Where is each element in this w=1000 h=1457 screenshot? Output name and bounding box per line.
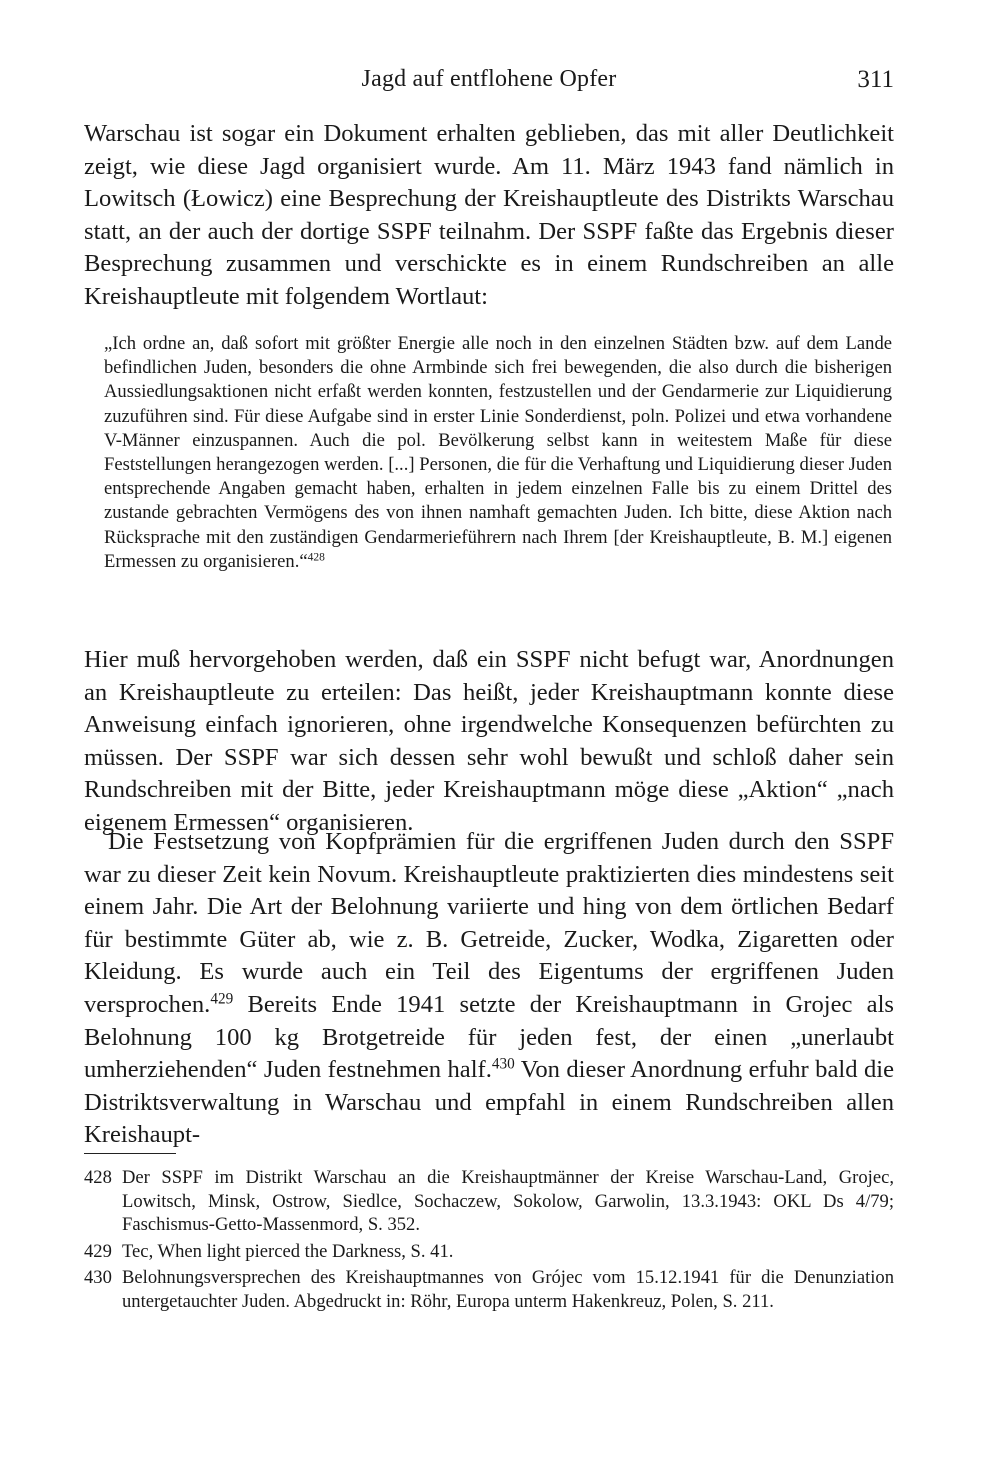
footnote-ref-430: 430 xyxy=(491,1055,515,1073)
page-header xyxy=(84,66,894,106)
quote-text: „Ich ordne an, daß sofort mit größter Energie alle noch in den einzelnen Städten bzw. auf dem Lande befindlichen Juden, besonders die ohne Armbinde sich frei bewegenden, die also durch die bisherigen Aussiedlungsaktionen nicht erfaßt werden konnten, festzustellen und der Gendarmerie zur Liquidierung zuzuführen sind. Für diese Aufgabe sind in erster Linie Sonderdienst, poln. Polizei und etwa vorhandene V-Männer einzuspannen. Auch die pol. Bevölkerung selbst kann in weitestem Maße für diese Feststellungen herangezogen werden. [...] Personen, die für die Verhaftung und Liquidierung dieser Juden entsprechende Angaben gemacht haben, erhalten in jedem einzelnen Falle bis zu einem Drittel des zustande gebrachten Vermögens des von ihnen namhaft gemachten Juden. Ich bitte, diese Aktion nach Rücksprache mit den zuständigen Gendarmerieführern nach Ihrem [der Kreishauptleute, B. M.] eigenen Ermessen zu organisieren.“ xyxy=(104,333,892,572)
body-paragraph-1: Warschau ist sogar ein Dokument erhalten geblieben, das mit aller Deutlichkeit zeigt, wie diese Jagd organisiert wurde. Am 11. März 1943 fand nämlich in Lowitsch (Łowicz) eine Besprechung der Kreishauptleute des Distrikts Warschau statt, an der auch der dortige SSPF teilnahm. Der SSPF faßte das Ergebnis dieser Besprechung zusammen und verschickte es in einem Rundschreiben an alle Kreishauptleute mit folgendem Wortlaut: xyxy=(84,120,894,310)
paragraph-3-part-b: Bereits Ende 1941 setzte der Kreishauptmann in Grojec als Belohnung 100 kg Brotgetreide für jeden fest, der einen „unerlaubt umherziehenden“ Juden festnehmen half. xyxy=(84,990,894,1084)
footnote-number: 430 xyxy=(84,1267,112,1289)
footnote-430 xyxy=(84,1266,894,1313)
footnote-text: Tec, When light pierced the Darkness, S. 41. xyxy=(122,1240,454,1262)
footnote-number: 428 xyxy=(84,1167,112,1188)
page-number: 311 xyxy=(857,66,894,93)
body-paragraph-2: Hier muß hervorgehoben werden, daß ein SSPF nicht befugt war, Anordnungen an Kreishauptleute zu erteilen: Das heißt, jeder Kreishauptmann konnte diese Anweisung einfach ignorieren, ohne irgendwelche Konsequenzen befürchten zu müssen. Der SSPF war sich dessen sehr wohl bewußt und schloß daher sein Rundschreiben mit der Bitte, jeder Kreishauptmann möge diese „Aktion“ „nach eigenem Ermessen“ organisieren. xyxy=(84,646,894,836)
footnote-divider xyxy=(84,1153,176,1154)
footnote-text: Belohnungsversprechen des Kreishauptmannes von Grójec vom 15.12.1941 für die Denunziation untergetauchter Juden. Abgedruckt in: Röhr, Europa unterm Hakenkreuz, Polen, S. 211. xyxy=(122,1267,894,1312)
footnote-428 xyxy=(84,1166,894,1237)
footnote-429 xyxy=(84,1240,894,1264)
footnote-ref-428: 428 xyxy=(307,551,325,564)
footnote-ref-429: 429 xyxy=(210,990,234,1008)
paragraph-3-part-a: Die Festsetzung von Kopfprämien für die ergriffenen Juden durch den SSPF war zu dieser Zeit kein Novum. Kreishauptleute praktizierten dies mindestens seit einem Jahr. Die Art der Belohnung variierte und hing von dem örtlichen Bedarf für bestimmte Güter ab, wie z. B. Getreide, Zucker, Wodka, Zigaretten oder Kleidung. Es wurde auch ein Teil des Eigentums der ergriffenen Juden versprochen. xyxy=(84,828,894,1018)
footnote-text: Der SSPF im Distrikt Warschau an die Kreishauptmänner der Kreise Warschau-Land, Grojec, Lowitsch, Minsk, Ostrow, Siedlce, Sochaczew, Sokolow, Garwolin, 13.3.1943: OKL Ds 4/79; Faschismus-Getto-Massenmord, S. 352. xyxy=(122,1167,894,1236)
body-paragraph-3 xyxy=(84,826,894,1152)
running-head: Jagd auf entflohene Opfer xyxy=(361,66,617,92)
block-quote xyxy=(104,332,892,574)
paragraph-3-part-c: Von dieser Anordnung erfuhr bald die Distriktsverwaltung in Warschau und empfahl in einem Rundschreiben allen Kreishaupt- xyxy=(84,1056,894,1149)
footnote-number: 429 xyxy=(84,1240,112,1262)
footnotes xyxy=(84,1166,894,1317)
